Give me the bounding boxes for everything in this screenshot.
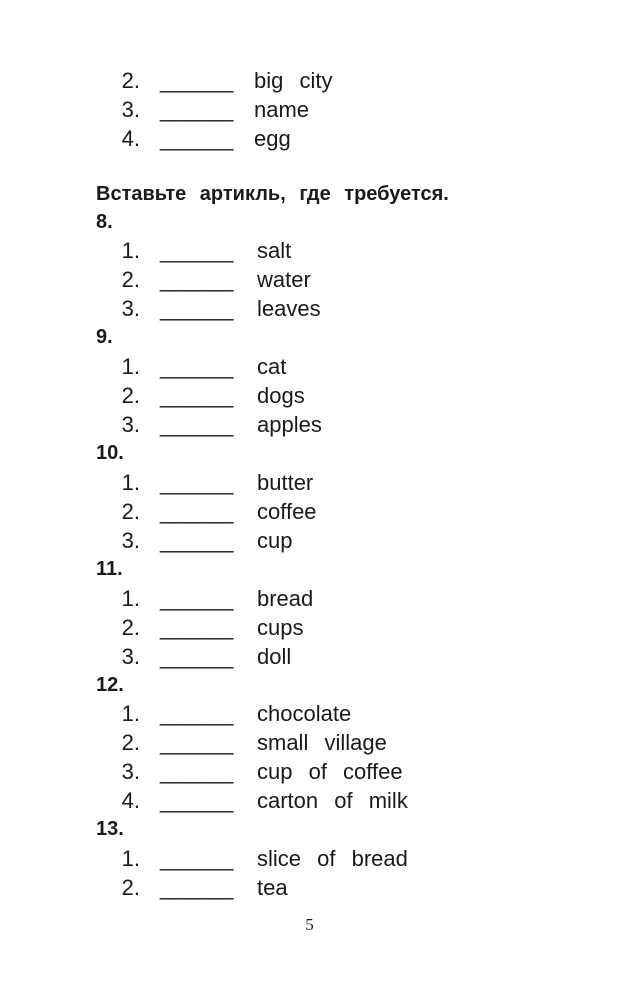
exercise-number: 9. — [96, 326, 113, 348]
exercise-number: 8. — [96, 211, 113, 233]
item-word: slice of bread — [257, 846, 408, 871]
answer-blank: ______ — [160, 296, 234, 321]
answer-blank: ______ — [160, 528, 234, 553]
item-word: tea — [257, 875, 288, 900]
item-number: 3. — [121, 528, 140, 553]
item-number: 1. — [121, 701, 140, 726]
item-number: 2. — [121, 267, 140, 292]
item-number: 2. — [121, 68, 140, 93]
item-word: egg — [254, 126, 291, 151]
answer-blank: ______ — [160, 383, 234, 408]
exercise-number: 12. — [96, 674, 124, 696]
item-word: water — [257, 267, 311, 292]
item-word: cat — [257, 354, 287, 379]
item-word: dogs — [257, 383, 305, 408]
item-word: big city — [254, 68, 333, 93]
exercise-number: 10. — [96, 442, 124, 464]
item-word: carton of milk — [257, 788, 408, 813]
exercise-number: 13. — [96, 818, 124, 840]
item-word: name — [254, 97, 310, 122]
answer-blank: ______ — [160, 412, 234, 437]
item-number: 2. — [121, 875, 140, 900]
item-word: butter — [257, 470, 314, 495]
answer-blank: ______ — [160, 759, 234, 784]
item-number: 1. — [121, 238, 140, 263]
item-number: 3. — [121, 296, 140, 321]
item-word: salt — [257, 238, 292, 263]
item-word: cup — [257, 528, 293, 553]
item-number: 3. — [121, 97, 140, 122]
answer-blank: ______ — [160, 97, 234, 122]
answer-blank: ______ — [160, 644, 234, 669]
item-number: 2. — [121, 615, 140, 640]
answer-blank: ______ — [160, 730, 234, 755]
answer-blank: ______ — [160, 499, 234, 524]
answer-blank: ______ — [160, 470, 234, 495]
item-number: 2. — [121, 383, 140, 408]
answer-blank: ______ — [160, 846, 234, 871]
item-number: 2. — [121, 730, 140, 755]
exercise-number: 11. — [96, 558, 123, 580]
answer-blank: ______ — [160, 68, 234, 93]
item-word: apples — [257, 412, 322, 437]
item-number: 4. — [121, 788, 140, 813]
item-number: 3. — [121, 759, 140, 784]
item-number: 1. — [121, 586, 140, 611]
answer-blank: ______ — [160, 267, 234, 292]
answer-blank: ______ — [160, 788, 234, 813]
item-word: coffee — [257, 499, 317, 524]
item-number: 1. — [121, 354, 140, 379]
item-word: chocolate — [257, 701, 352, 726]
item-word: bread — [257, 586, 314, 611]
item-word: leaves — [257, 296, 321, 321]
answer-blank: ______ — [160, 615, 234, 640]
item-number: 2. — [121, 499, 140, 524]
item-word: small village — [257, 730, 387, 755]
answer-blank: ______ — [160, 875, 234, 900]
answer-blank: ______ — [160, 701, 234, 726]
answer-blank: ______ — [160, 126, 234, 151]
page-number: 5 — [305, 915, 314, 934]
item-number: 3. — [121, 412, 140, 437]
item-word: cup of coffee — [257, 759, 403, 784]
answer-blank: ______ — [160, 586, 234, 611]
item-word: cups — [257, 615, 304, 640]
item-number: 1. — [121, 470, 140, 495]
instruction-heading: Вставьте артикль, где требуется. — [96, 183, 449, 205]
item-word: doll — [257, 644, 292, 669]
item-number: 1. — [121, 846, 140, 871]
answer-blank: ______ — [160, 354, 234, 379]
item-number: 3. — [121, 644, 140, 669]
item-number: 4. — [121, 126, 140, 151]
answer-blank: ______ — [160, 238, 234, 263]
